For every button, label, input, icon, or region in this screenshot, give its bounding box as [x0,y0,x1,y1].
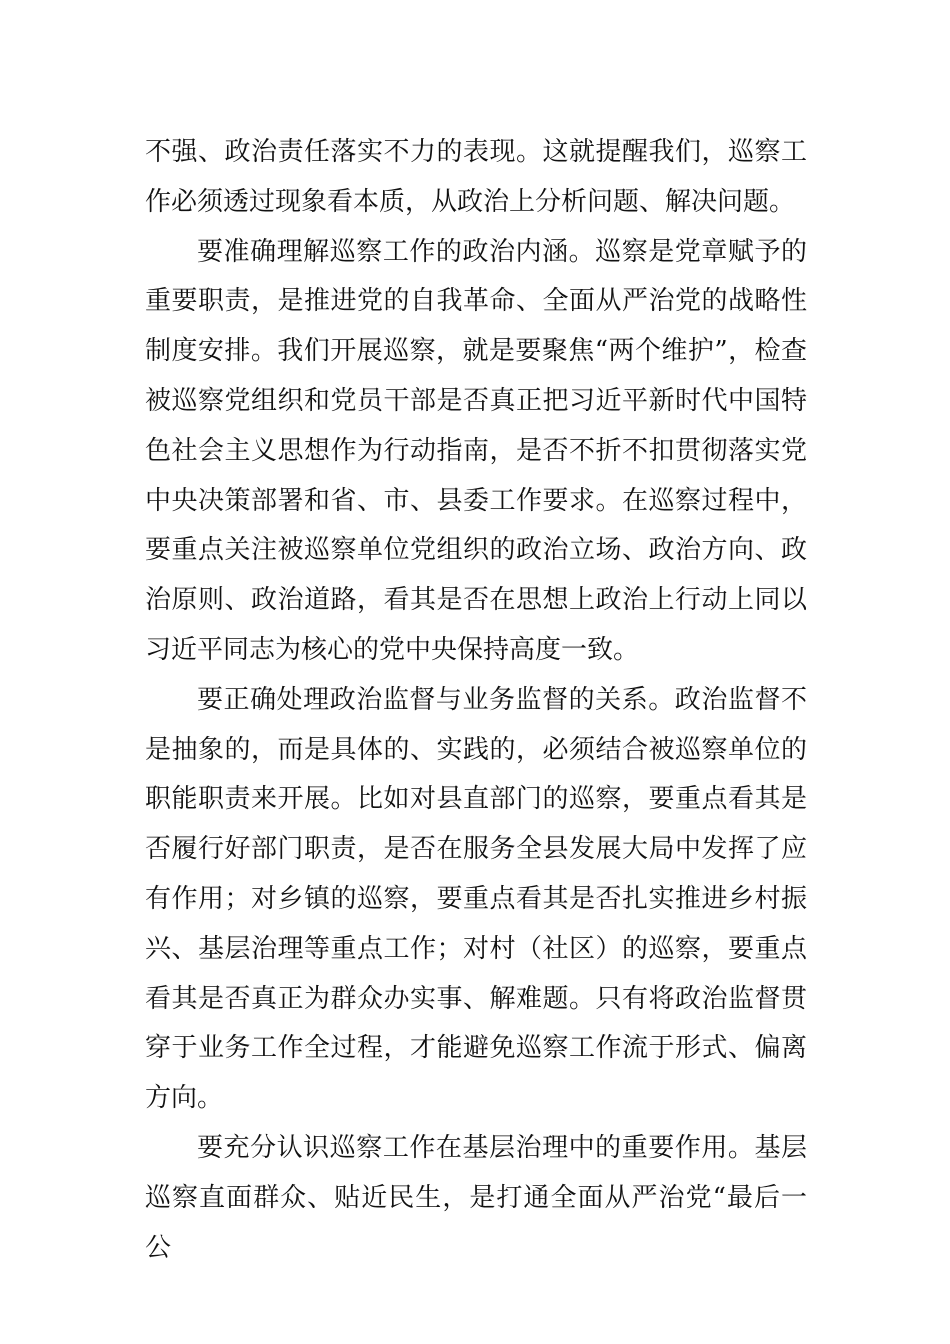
paragraph-grassroots-governance: 要充分认识巡察工作在基层治理中的重要作用。基层巡察直面群众、贴近民生，是打通全面从严治党“最后一公 [145,1132,807,1263]
document-body [145,128,807,1273]
paragraph-political-connotation: 要准确理解巡察工作的政治内涵。巡察是党章赋予的重要职责，是推进党的自我革命、全面从严治党的战略性制度安排。我们开展巡察，就是要聚焦“两个维护”，检查被巡察党组织和党员干部是否真正把习近平新时代中国特色社会主义思想作为行动指南，是否不折不扣贯彻落实党中央决策部署和省、市、县委工作要求。在巡察过程中，要重点关注被巡察单位党组织的政治立场、政治方向、政治原则、政治道路，看其是否在思想上政治上行动上同以习近平同志为核心的党中央保持高度一致。 [145,236,807,665]
paragraph-continuation: 不强、政治责任落实不力的表现。这就提醒我们，巡察工作必须透过现象看本质，从政治上分析问题、解决问题。 [145,137,807,217]
paragraph-supervision-relation: 要正确处理政治监督与业务监督的关系。政治监督不是抽象的，而是具体的、实践的，必须结合被巡察单位的职能职责来开展。比如对县直部门的巡察，要重点看其是否履行好部门职责，是否在服务全县发展大局中发挥了应有作用；对乡镇的巡察，要重点看其是否扎实推进乡村振兴、基层治理等重点工作；对村（社区）的巡察，要重点看其是否真正为群众办实事、解难题。只有将政治监督贯穿于业务工作全过程，才能避免巡察工作流于形式、偏离方向。 [145,684,807,1114]
